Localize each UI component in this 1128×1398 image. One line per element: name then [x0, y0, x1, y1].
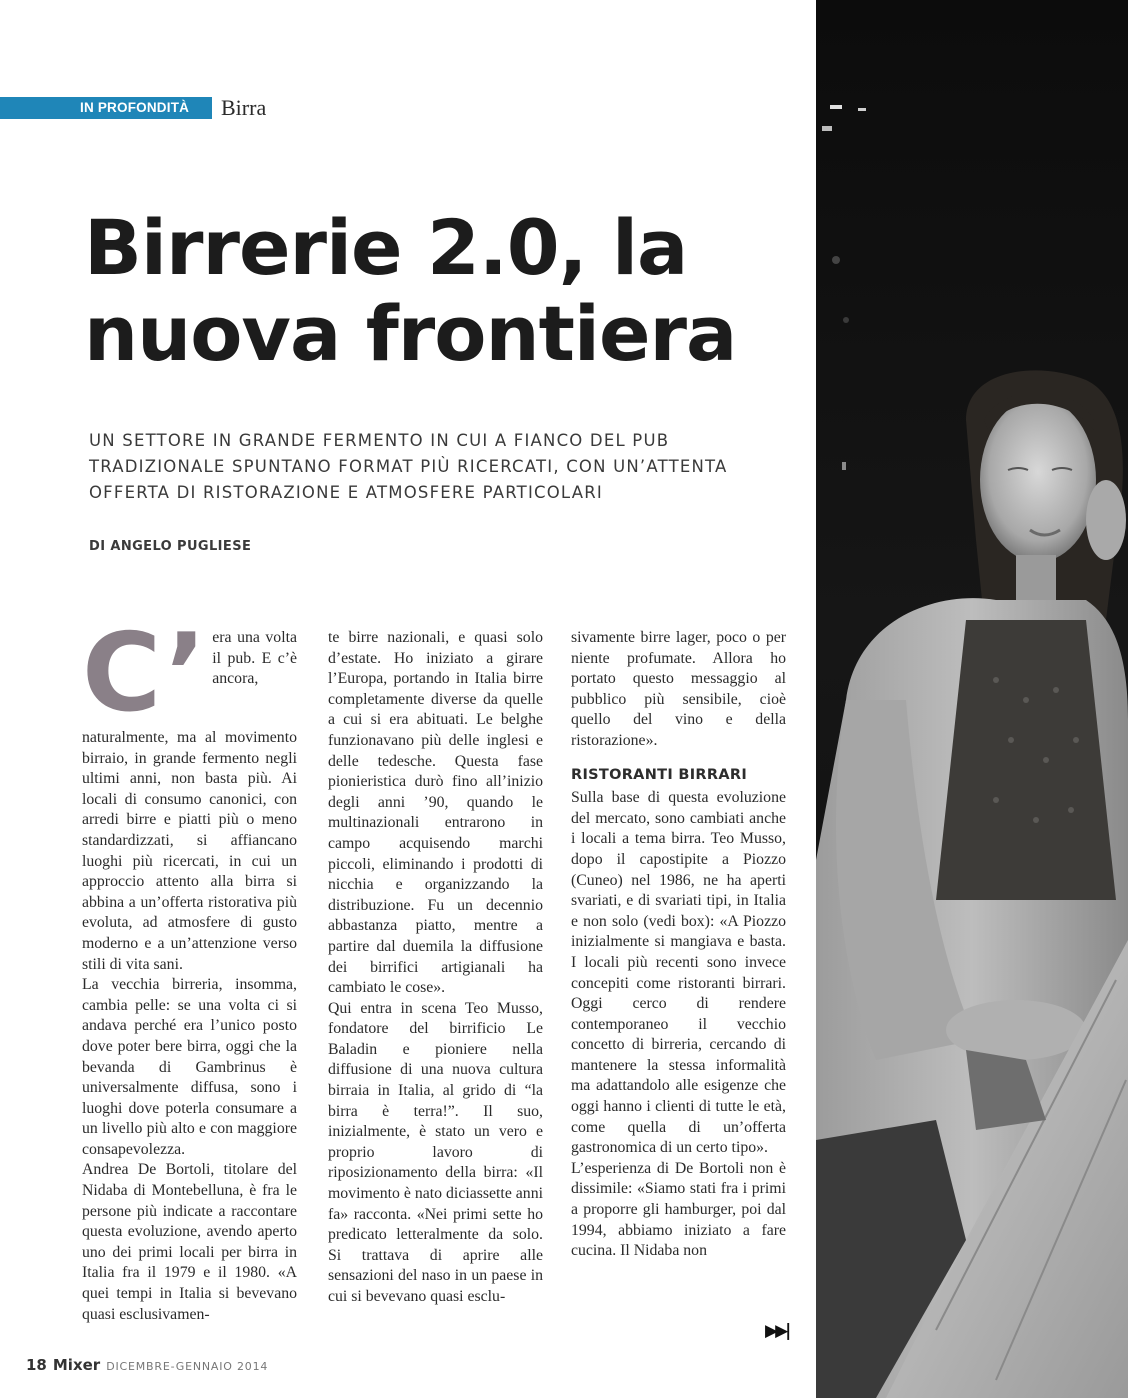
subheading: RISTORANTI BIRRARI: [571, 766, 748, 783]
magazine-name: Mixer: [52, 1356, 101, 1374]
body-paragraph: Andrea De Bortoli, titolare del Nidaba di Montebelluna, è fra le persone più indicate a raccontare questa evoluzione, avendo aperto uno dei primi locali per birra in Italia fra il 1979 e il 1980. «A quei tempi in Italia si bevevano quasi esclusivamen-: [82, 1161, 297, 1323]
fast-forward-icon[interactable]: ▶▶|: [765, 1321, 789, 1341]
body-column-3: [571, 628, 786, 1262]
body-column-1: [82, 611, 297, 1325]
section-tag: IN PROFONDITÀ: [0, 97, 212, 119]
standfirst-line-2: TRADIZIONALE SPUNTANO FORMAT PIÙ RICERCATI, CON UN’ATTENTA: [89, 457, 728, 476]
body-paragraph: era una volta il pub. E c’è ancora, naturalmente, ma al movimento birraio, in grande fermento negli ultimi anni, non basta più. Ai locali di consumo canonici, con arredi birre e piatti più o meno standardizzati, si affiancano luoghi più ricercati, in cui un approccio attento alla birra si abbina a un’offerta ristorativa più evoluta, ad atmosfere di gusto moderno e a un’attenzione verso stili di vita sani.: [82, 629, 297, 973]
body-paragraph: te birre nazionali, e quasi solo d’estate. Ho iniziato a girare l’Europa, portando in Italia birre completamente diverse da quelle a cui si era abituati. Le belghe funzionavano più delle inglesi e delle tedesche. Questa fase pionieristica durò fino all’inizio degli anni ’90, quando le multinazionali entrarono in campo acquisendo marchi piccoli, eliminando i prodotti di nicchia e organizzando la distribuzione. Fu un decennio abbastanza piatto, mentre a partire dal duemila la diffusione dei birrifici artigianali ha cambiato le cose».: [328, 629, 543, 997]
section-header: [0, 97, 266, 119]
body-paragraph: La vecchia birreria, insomma, cambia pelle: se una volta ci si andava perché era l’unico posto dove poter bere birra, oggi che la bevanda di Gambrinus è universalmente diffusa, sono i luoghi dove poterla consumare a un livello più alto e con maggiore consapevolezza.: [82, 976, 297, 1158]
headline: [84, 205, 784, 377]
headline-line-2: nuova frontiera: [84, 289, 737, 378]
drop-cap: C’: [82, 611, 207, 736]
body-column-2: [328, 628, 543, 1308]
byline: DI ANGELO PUGLIESE: [89, 539, 252, 554]
body-paragraph: sivamente birre lager, poco o per niente profumate. Allora ho portato questo messaggio al pubblico più sensibile, cioè quello del vino e della ristorazione».: [571, 629, 786, 749]
page-footer: [26, 1356, 268, 1374]
issue-date: DICEMBRE-GENNAIO 2014: [106, 1360, 269, 1373]
article-photo: [816, 0, 1128, 1398]
body-paragraph: Qui entra in scena Teo Musso, fondatore del birrificio Le Baladin e pioniere nella diffusione di una nuova cultura birraia in Italia, al grido di “la birra è terra!”. Il suo, inizialmente, è stato un vero e proprio lavoro di riposizionamento della birra: «Il movimento è nato diciassette anni fa» racconta. «Nei primi sette ho predicato letteralmente da solo. Si trattava di aprire alle sensazioni del naso in un paese in cui si bevevano quasi esclu-: [328, 999, 543, 1305]
standfirst-line-1: UN SETTORE IN GRANDE FERMENTO IN CUI A FIANCO DEL PUB: [89, 431, 670, 450]
body-paragraph: L’esperienza di De Bortoli non è dissimile: «Siamo stati fra i primi a proporre gli hamburger, poi dal 1994, abbiamo iniziato a fare cucina. Il Nidaba non: [571, 1159, 786, 1260]
body-paragraph: Sulla base di questa evoluzione del mercato, sono cambiati anche i locali a tema birra. Teo Musso, dopo il capostipite a Piozzo (Cuneo) nel 1986, ne ha aperti svariati, e di svariati tipi, in Italia e non solo (vedi box): «A Piozzo inizialmente si mangiava e basta. I locali più recenti sono invece concepiti come ristoranti birrari. Oggi cerco di rendere contemporaneo il vecchio concetto di birreria, cercando di mantenere la stessa informalità ma adattandolo alle esigenze che oggi hanno i clienti di tutte le età, come quella di un’offerta gastronomica di un certo tipo».: [571, 789, 786, 1157]
standfirst-line-3: OFFERTA DI RISTORAZIONE E ATMOSFERE PARTICOLARI: [89, 483, 603, 502]
section-topic: Birra: [221, 95, 267, 120]
page-number: 18: [26, 1356, 47, 1374]
headline-line-1: Birrerie 2.0, la: [84, 203, 688, 292]
standfirst: [89, 428, 789, 506]
